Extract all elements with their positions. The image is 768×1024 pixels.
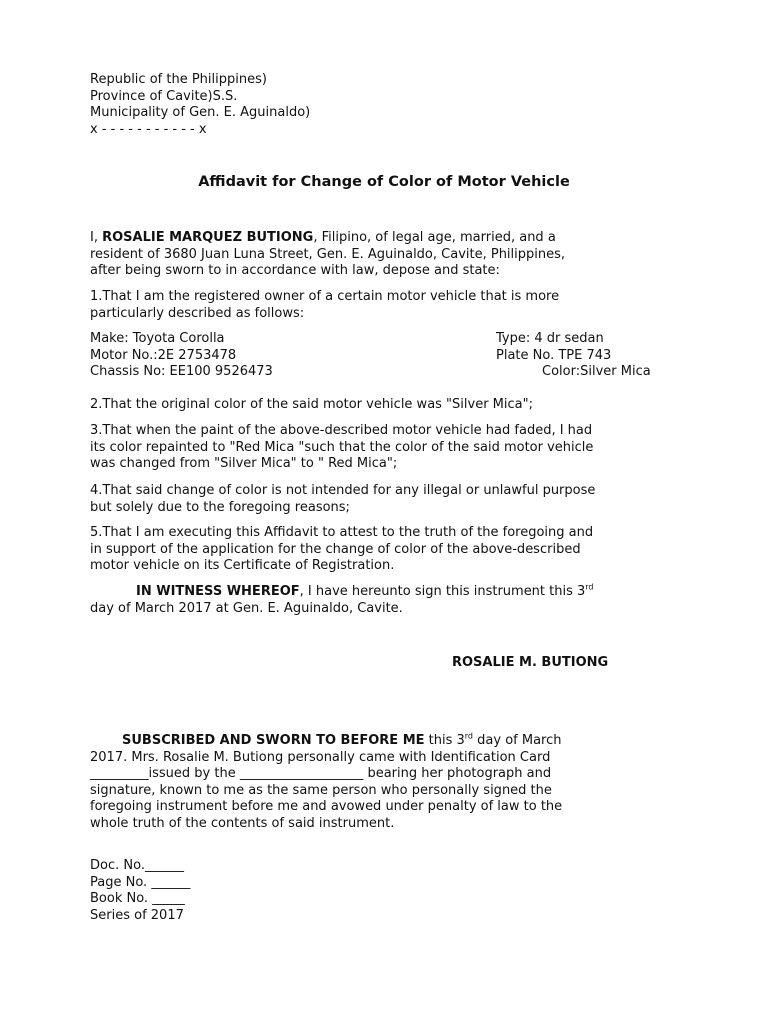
vehicle-row-3 [90,364,690,381]
paragraph-2 [90,397,690,414]
doc-no: Doc. No.______ [90,858,184,873]
jurat-line-5: foregoing instrument before me and avowed under penalty of law to the [90,799,563,814]
paragraph-4 [90,483,690,516]
intro-rest: , Filipino, of legal age, married, and a [313,230,556,245]
vehicle-motor-no: Motor No.:2E 2753478 [90,347,237,363]
para1-line-1: 1.That I am the registered owner of a certain motor vehicle that is more [90,289,560,304]
para2-line-1: 2.That the original color of the said motor vehicle was "Silver Mica"; [90,397,533,412]
para4-line-2: but solely due to the foregoing reasons; [90,499,350,515]
intro-paragraph [90,230,690,280]
vehicle-row-2 [90,348,690,365]
jurat-heading: SUBSCRIBED AND SWORN TO BEFORE ME [122,733,425,748]
vehicle-details [90,331,690,381]
witness-line-1 [90,584,690,601]
venue-line-municipality: Municipality of Gen. E. Aguinaldo) [90,105,311,120]
para3-line-3: was changed from "Silver Mica" to " Red Mica"; [90,456,398,471]
witness-clause [90,584,690,617]
para5-line-2: in support of the application for the change of color of the above-described [90,541,581,557]
jurat [90,733,690,832]
intro-line-3: after being sworn to in accordance with law, depose and state: [90,263,500,278]
witness-rest: , I have hereunto sign this instrument this 3 [299,584,586,599]
venue-line-province: Province of Cavite)S.S. [90,88,238,104]
page-no: Page No. ______ [90,874,191,890]
venue-separator: x - - - - - - - - - - - x [90,121,207,137]
paragraph-1 [90,289,690,322]
series-year: Series of 2017 [90,907,184,923]
para4-line-1: 4.That said change of color is not intended for any illegal or unlawful purpose [90,483,596,498]
jurat-line-3: _________issued by the ___________________ bearing her photograph and [90,766,552,781]
jurat-line-1 [90,733,690,750]
jurat-line-2: 2017. Mrs. Rosalie M. Butiong personally came with Identification Card [90,749,551,765]
jurat-ordinal-suffix: rd [464,731,474,741]
affiant-name: ROSALIE MARQUEZ BUTIONG [102,230,314,245]
vehicle-make: Make: Toyota Corolla [90,331,225,346]
paragraph-3 [90,423,690,473]
vehicle-row-1 [90,331,690,348]
para5-line-3: motor vehicle on its Certificate of Registration. [90,558,395,573]
intro-prefix: I, [90,230,103,245]
para5-line-1: 5.That I am executing this Affidavit to attest to the truth of the foregoing and [90,525,594,540]
para3-line-1: 3.That when the paint of the above-described motor vehicle had faded, I had [90,423,593,438]
venue-line-republic: Republic of the Philippines) [90,72,267,87]
notarial-register [90,858,690,924]
book-no: Book No. _____ [90,891,185,906]
vehicle-type: Type: 4 dr sedan [496,331,604,346]
paragraph-5 [90,525,690,575]
witness-heading: IN WITNESS WHEREOF [136,584,300,599]
jurat-rest-a: this 3 [424,733,465,748]
vehicle-chassis-no: Chassis No: EE100 9526473 [90,364,273,379]
venue-header [90,72,690,138]
intro-line-1 [90,230,690,247]
intro-line-2: resident of 3680 Juan Luna Street, Gen. E. Aguinaldo, Cavite, Philippines, [90,246,566,262]
jurat-line-6: whole truth of the contents of said instrument. [90,815,395,831]
para1-line-2: particularly described as follows: [90,305,305,321]
vehicle-color: Color:Silver Mica [542,364,651,379]
jurat-rest-b: day of March [473,733,562,748]
witness-line-2: day of March 2017 at Gen. E. Aguinaldo, Cavite. [90,600,403,616]
document-title: Affidavit for Change of Color of Motor Vehicle [198,174,570,190]
para3-line-2: its color repainted to "Red Mica "such that the color of the said motor vehicle [90,439,594,455]
vehicle-plate-no: Plate No. TPE 743 [496,347,612,363]
witness-ordinal-suffix: rd [585,582,594,592]
jurat-line-4: signature, known to me as the same person who personally signed the [90,782,552,798]
affiant-signature-name: ROSALIE M. BUTIONG [452,655,609,670]
